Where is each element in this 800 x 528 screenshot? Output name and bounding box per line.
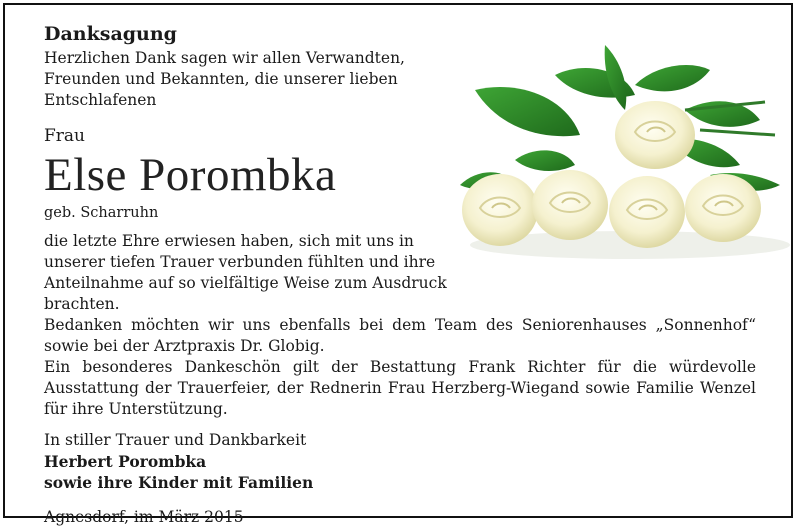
- leaf: [515, 150, 575, 171]
- thanks-team-paragraph: Bedanken möchten wir uns ebenfalls bei dem Team des Seniorenhauses „Sonnenhof“ sowie bei der Arztpraxis Dr. Globig.: [44, 316, 756, 355]
- leaf: [475, 87, 580, 136]
- rose: [609, 176, 685, 248]
- intro-text: Herzlichen Dank sagen wir allen Verwandten, Freunden und Bekannten, die unserer lieben Entschlafenen: [44, 49, 405, 109]
- rose: [685, 174, 761, 242]
- birth-name: geb. Scharruhn: [44, 205, 159, 221]
- stem: [700, 130, 775, 135]
- lower-text-column: [44, 315, 756, 420]
- leaf: [635, 65, 710, 91]
- rose: [532, 170, 608, 240]
- special-thanks-paragraph: Ein besonderes Dankeschön gilt der Bestattung Frank Richter für die würdevolle Ausstattung der Trauerfeier, der Rednerin Frau Herzberg-Wiegand sowie Familie Wenzel für ihre Unterstützung.: [44, 358, 756, 418]
- honor-paragraph: die letzte Ehre erwiesen haben, sich mit uns in unserer tiefen Trauer verbunden fühlten und ihre Anteilnahme auf so vielfältige Weise zum Ausdruck brachten.: [44, 232, 447, 313]
- salutation: Frau: [44, 126, 86, 146]
- place-date: Agnesdorf, im März 2015: [44, 508, 244, 526]
- signer-name: Herbert Porombka: [44, 452, 207, 471]
- rose: [462, 174, 538, 246]
- white-roses-image: [455, 40, 790, 265]
- rose: [615, 101, 695, 169]
- deceased-name: Else Porombka: [44, 149, 337, 201]
- signer-family: sowie ihre Kinder mit Familien: [44, 473, 314, 492]
- notice-heading: Danksagung: [44, 23, 177, 45]
- closing-line: In stiller Trauer und Dankbarkeit: [44, 431, 307, 449]
- closing-block: [44, 430, 764, 493]
- upper-text-column: [44, 48, 474, 315]
- leaf: [605, 45, 627, 110]
